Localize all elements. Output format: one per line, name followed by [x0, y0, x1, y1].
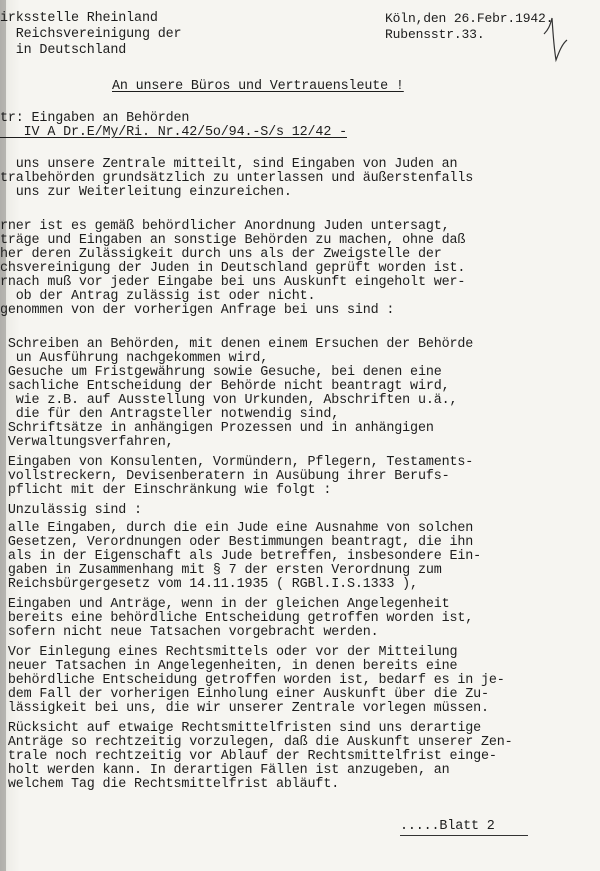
body-line: uns unsere Zentrale mitteilt, sind Eingaben von Juden an [0, 157, 458, 172]
body-line: holt werden kann. In derartigen Fällen ist anzugeben, an [0, 763, 450, 778]
body-line: rnach muß vor jeder Eingabe bei uns Auskunft eingeholt wer- [0, 275, 466, 290]
sender-line-2: Reichsvereinigung der [0, 27, 182, 42]
body-line: Rücksicht auf etwaige Rechtsmittelfristen sind uns derartige [0, 721, 482, 736]
subject-line-2: IV A Dr.E/My/Ri. Nr.42/5o/94.-S/s 12/42 - [0, 125, 347, 140]
body-line: Eingaben und Anträge, wenn in der gleichen Angelegenheit [0, 597, 450, 612]
sender-line-3: in Deutschland [0, 43, 127, 58]
body-line: uns zur Weiterleitung einzureichen. [0, 185, 292, 200]
body-line: als in der Eigenschaft als Jude betreffen, insbesondere Ein- [0, 549, 482, 564]
body-line: Verwaltungsverfahren, [0, 435, 174, 450]
date-line: Köln,den 26.Febr.1942. [385, 11, 554, 26]
sender-line-1: irksstelle Rheinland [0, 11, 158, 26]
body-line: genommen von der vorherigen Anfrage bei uns sind : [0, 303, 395, 318]
body-line: Anträge so rechtzeitig vorzulegen, daß die Auskunft unserer Zen- [0, 735, 513, 750]
body-line: lässigkeit bei uns, die wir unserer Zentrale vorlegen müssen. [0, 701, 489, 716]
body-line: Gesuche um Fristgewährung sowie Gesuche, bei denen eine [0, 365, 442, 380]
body-line: welchem Tag die Rechtsmittelfrist abläuft. [0, 777, 340, 792]
continuation-note: .....Blatt 2 [400, 819, 495, 834]
body-line: Unzulässig sind : [0, 503, 142, 518]
body-line: trale noch rechtzeitig vor Ablauf der Rechtsmittelfrist einge- [0, 749, 497, 764]
body-line: tralbehörden grundsätzlich zu unterlassen und äußerstenfalls [0, 171, 474, 186]
body-line: Schriftsätze in anhängigen Prozessen und in anhängigen [0, 421, 434, 436]
body-line: Vor Einlegung eines Rechtsmittels oder vor der Mitteilung [0, 645, 458, 660]
body-line: wie z.B. auf Ausstellung von Urkunden, Abschriften u.ä., [0, 393, 458, 408]
body-line: pflicht mit der Einschränkung wie folgt : [0, 483, 332, 498]
subject-line-1: tr: Eingaben an Behörden [0, 111, 190, 126]
salutation-heading: An unsere Büros und Vertrauensleute ! [112, 79, 404, 94]
body-line: rner ist es gemäß behördlicher Anordnung Juden untersagt, [0, 219, 450, 234]
body-line: ob der Antrag zulässig ist oder nicht. [0, 289, 316, 304]
body-line: chsvereinigung der Juden in Deutschland geprüft worden ist. [0, 261, 466, 276]
body-line: vollstreckern, Devisenberatern in Ausübung ihrer Berufs- [0, 469, 450, 484]
body-line: gaben in Zusammenhang mit § 7 der ersten Verordnung zum [0, 563, 442, 578]
body-line: behördliche Entscheidung getroffen worden ist, bedarf es in je- [0, 673, 505, 688]
body-line: Reichsbürgergesetz vom 14.11.1935 ( RGBl.I.S.1333 ), [0, 577, 418, 592]
body-line: neuer Tatsachen in Angelegenheiten, in denen bereits eine [0, 659, 458, 674]
body-line: her deren Zulässigkeit durch uns als der Zweigstelle der [0, 247, 442, 262]
body-line: bereits eine behördliche Entscheidung getroffen worden ist, [0, 611, 474, 626]
body-line: die für den Antragsteller notwendig sind, [0, 407, 340, 422]
body-line: Schreiben an Behörden, mit denen einem Ersuchen der Behörde [0, 337, 474, 352]
body-line: Gesetzen, Verordnungen oder Bestimmungen beantragt, die ihn [0, 535, 474, 550]
body-line: sachliche Entscheidung der Behörde nicht beantragt wird, [0, 379, 450, 394]
body-line: un Ausführung nachgekommen wird, [0, 351, 269, 366]
continuation-underline [400, 835, 528, 836]
body-line: alle Eingaben, durch die ein Jude eine Ausnahme von solchen [0, 521, 474, 536]
handwritten-mark-icon [540, 4, 570, 64]
body-line: Eingaben von Konsulenten, Vormündern, Pflegern, Testaments- [0, 455, 474, 470]
body-line: dem Fall der vorherigen Einholung einer Auskunft über die Zu- [0, 687, 489, 702]
street-line: Rubensstr.33. [385, 27, 485, 42]
body-line: sofern nicht neue Tatsachen vorgebracht werden. [0, 625, 379, 640]
body-line: träge und Eingaben an sonstige Behörden zu machen, ohne daß [0, 233, 466, 248]
